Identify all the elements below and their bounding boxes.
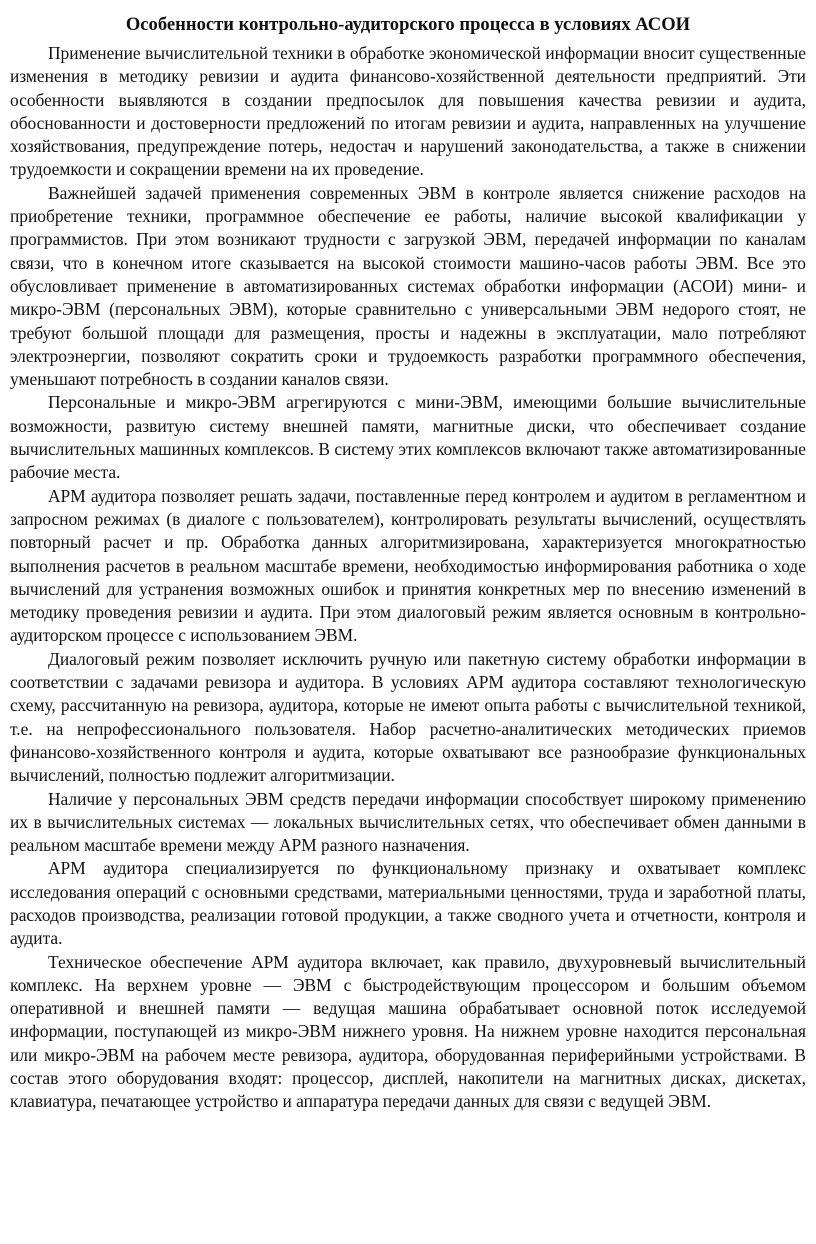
paragraph-8: Техническое обеспечение АРМ аудитора включает, как правило, двухуровневый вычислительный комплекс. На верхнем уровне — ЭВМ с быстродействующим процессором и большим объемом оперативной и внешней памяти — ведущая машина обрабатывает основной поток исследуемой информации, поступающей из микро-ЭВМ нижнего уровня. На нижнем уровне находится персональная или микро-ЭВМ на рабочем месте ревизора, аудитора, оборудованная периферийными устройствами. В состав этого оборудования входят: процессор, дисплей, накопители на магнитных дисках, дискетах, клавиатура, печатающее устройство и аппаратура передачи данных для связи с ведущей ЭВМ.: [10, 951, 806, 1112]
paragraph-5: Диалоговый режим позволяет исключить ручную или пакетную систему обработки информации в соответствии с задачами ревизора и аудитора. В условиях АРМ аудитора составляют технологическую схему, рассчитанную на ревизора, аудитора, которые не имеют опыта работы с вычислительной техникой, т.е. на непрофессионального пользователя. Набор расчетно-аналитических методических приемов финансово-хозяйственного контроля и аудита, которые охватывают все разнообразие функциональных вычислений, полностью подлежит алгоритмизации.: [10, 648, 806, 786]
paragraph-7: АРМ аудитора специализируется по функциональному признаку и охватывает комплекс исследования операций с основными средствами, материальными ценностями, труда и заработной платы, расходов производства, реализации готовой продукции, а также сводного учета и отчетности, контроля и аудита.: [10, 858, 806, 949]
paragraph-3: Персональные и микро-ЭВМ агрегируются с мини-ЭВМ, имеющими большие вычислительные возможности, развитую систему внешней памяти, магнитные диски, что обеспечивает создание вычислительных машинных комплексов. В систему этих комплексов включают также автоматизированные рабочие места.: [10, 392, 806, 483]
paragraph-2: Важнейшей задачей применения современных ЭВМ в контроле является снижение расходов на приобретение техники, программное обеспечение ее работы, наличие высокой квалификации у программистов. При этом возникают трудности с загрузкой ЭВМ, передачей информации по каналам связи, что в конечном итоге сказывается на высокой стоимости машино-часов работы ЭВМ. Все это обусловливает применение в автоматизированных системах обработки информации (АСОИ) мини- и микро-ЭВМ (персональных ЭВМ), которые сравнительно с универсальными ЭВМ недорого стоят, не требуют большой площади для размещения, просты и надежны в эксплуатации, мало потребляют электроэнергии, позволяют сократить сроки и трудоемкость разработки программного обеспечения, уменьшают потребность в создании каналов связи.: [10, 182, 806, 390]
document-title: Особенности контрольно-аудиторского процесса в условиях АСОИ: [125, 14, 691, 35]
paragraph-6: Наличие у персональных ЭВМ средств передачи информации способствует широкому применению их в вычислительных системах — локальных вычислительных сетях, что обеспечивает обмен данными в реальном масштабе времени между АРМ разного назначения.: [10, 788, 806, 856]
paragraph-4: АРМ аудитора позволяет решать задачи, поставленные перед контролем и аудитом в регламентном и запросном режимах (в диалоге с пользователем), контролировать результаты вычислений, осуществлять повторный расчет и пр. Обработка данных алгоритмизирована, характеризуется многократностью выполнения расчетов в реальном масштабе времени, необходимостью информирования работника о ходе вычислений для устранения возможных ошибок и принятия конкретных мер по внесению изменений в методику проведения ревизии и аудита. При этом диалоговый режим является основным в контрольно-аудиторском процессе с использованием ЭВМ.: [10, 485, 806, 646]
paragraph-1: Применение вычислительной техники в обработке экономической информации вносит существенные изменения в методику ревизии и аудита финансово-хозяйственной деятельности предприятий. Эти особенности выявляются в создании предпосылок для повышения качества ревизии и аудита, обоснованности и достоверности предложений по итогам ревизии и аудита, направленных на улучшение хозяйствования, предупреждение потерь, недостач и нарушений законодательства, а также в снижении трудоемкости и сокращении времени на их проведение.: [10, 43, 806, 180]
